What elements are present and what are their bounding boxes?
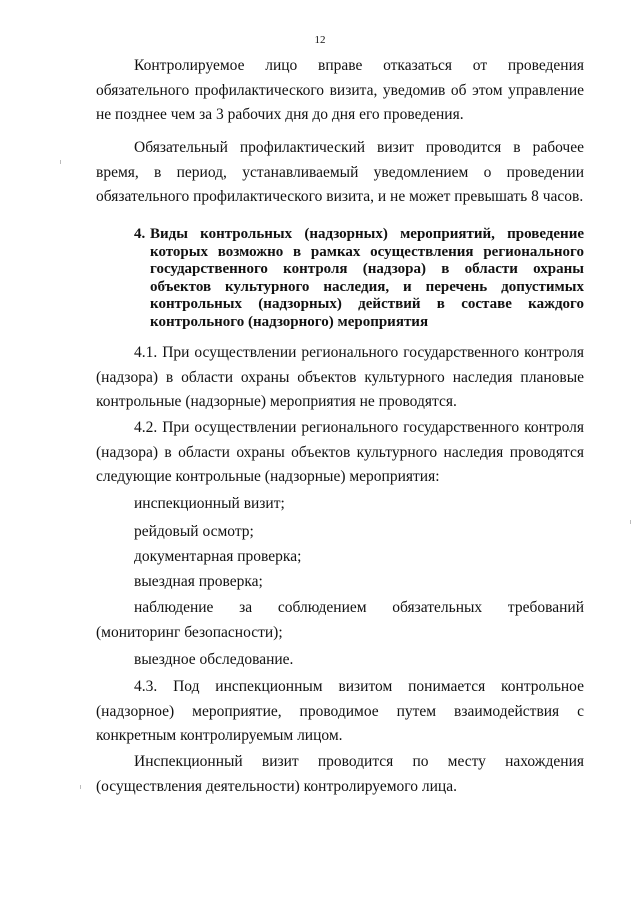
list-item: рейдовый осмотр; (134, 523, 254, 540)
paragraph-4-2: 4.2. При осуществлении регионального государственного контроля (надзора) в области охраны объектов культурного наследия проводятся следующие контрольные (надзорные) мероприятия: (96, 419, 584, 485)
margin-mark (630, 520, 631, 524)
paragraph-4-3: 4.3. Под инспекционным визитом понимается контрольное (надзорное) мероприятие, проводимое путем взаимодействия с конкретным контролируемым лицом. (96, 678, 584, 744)
page-number: 12 (314, 34, 326, 46)
margin-mark (80, 785, 81, 789)
section-heading-number: 4. (134, 226, 146, 242)
paragraph-visit-time: Обязательный профилактический визит проводится в рабочее время, в период, устанавливаемый уведомлением о проведении обязательного профилактического визита, и не может превышать 8 часов. (96, 139, 584, 205)
paragraph-4-1: 4.1. При осуществлении регионального государственного контроля (надзора) в области охраны объектов культурного наследия плановые контрольные (надзорные) мероприятия не проводятся. (96, 344, 584, 410)
section-heading (134, 226, 584, 331)
list-item: выездное обследование. (134, 651, 294, 668)
paragraph-refusal: Контролируемое лицо вправе отказаться от проведения обязательного профилактического визита, уведомив об этом управление не позднее чем за 3 рабочих дня до дня его проведения. (96, 57, 584, 123)
list-item: инспекционный визит; (134, 495, 285, 512)
paragraph-inspection-location: Инспекционный визит проводится по месту нахождения (осуществления деятельности) контролируемого лица. (96, 753, 584, 795)
section-heading-text: Виды контрольных (надзорных) мероприятий, проведение которых возможно в рамках осуществления регионального государственного контроля (надзора) в области охраны объектов культурного наследия, и перечень допустимых контрольных (надзорных) действий в составе каждого контрольного (надзорного) мероприятия (150, 226, 584, 330)
margin-mark (60, 160, 61, 164)
list-item: выездная проверка; (134, 573, 263, 590)
list-item: наблюдение за соблюдением обязательных требований (мониторинг безопасности); (96, 599, 584, 641)
list-item: документарная проверка; (134, 548, 302, 565)
